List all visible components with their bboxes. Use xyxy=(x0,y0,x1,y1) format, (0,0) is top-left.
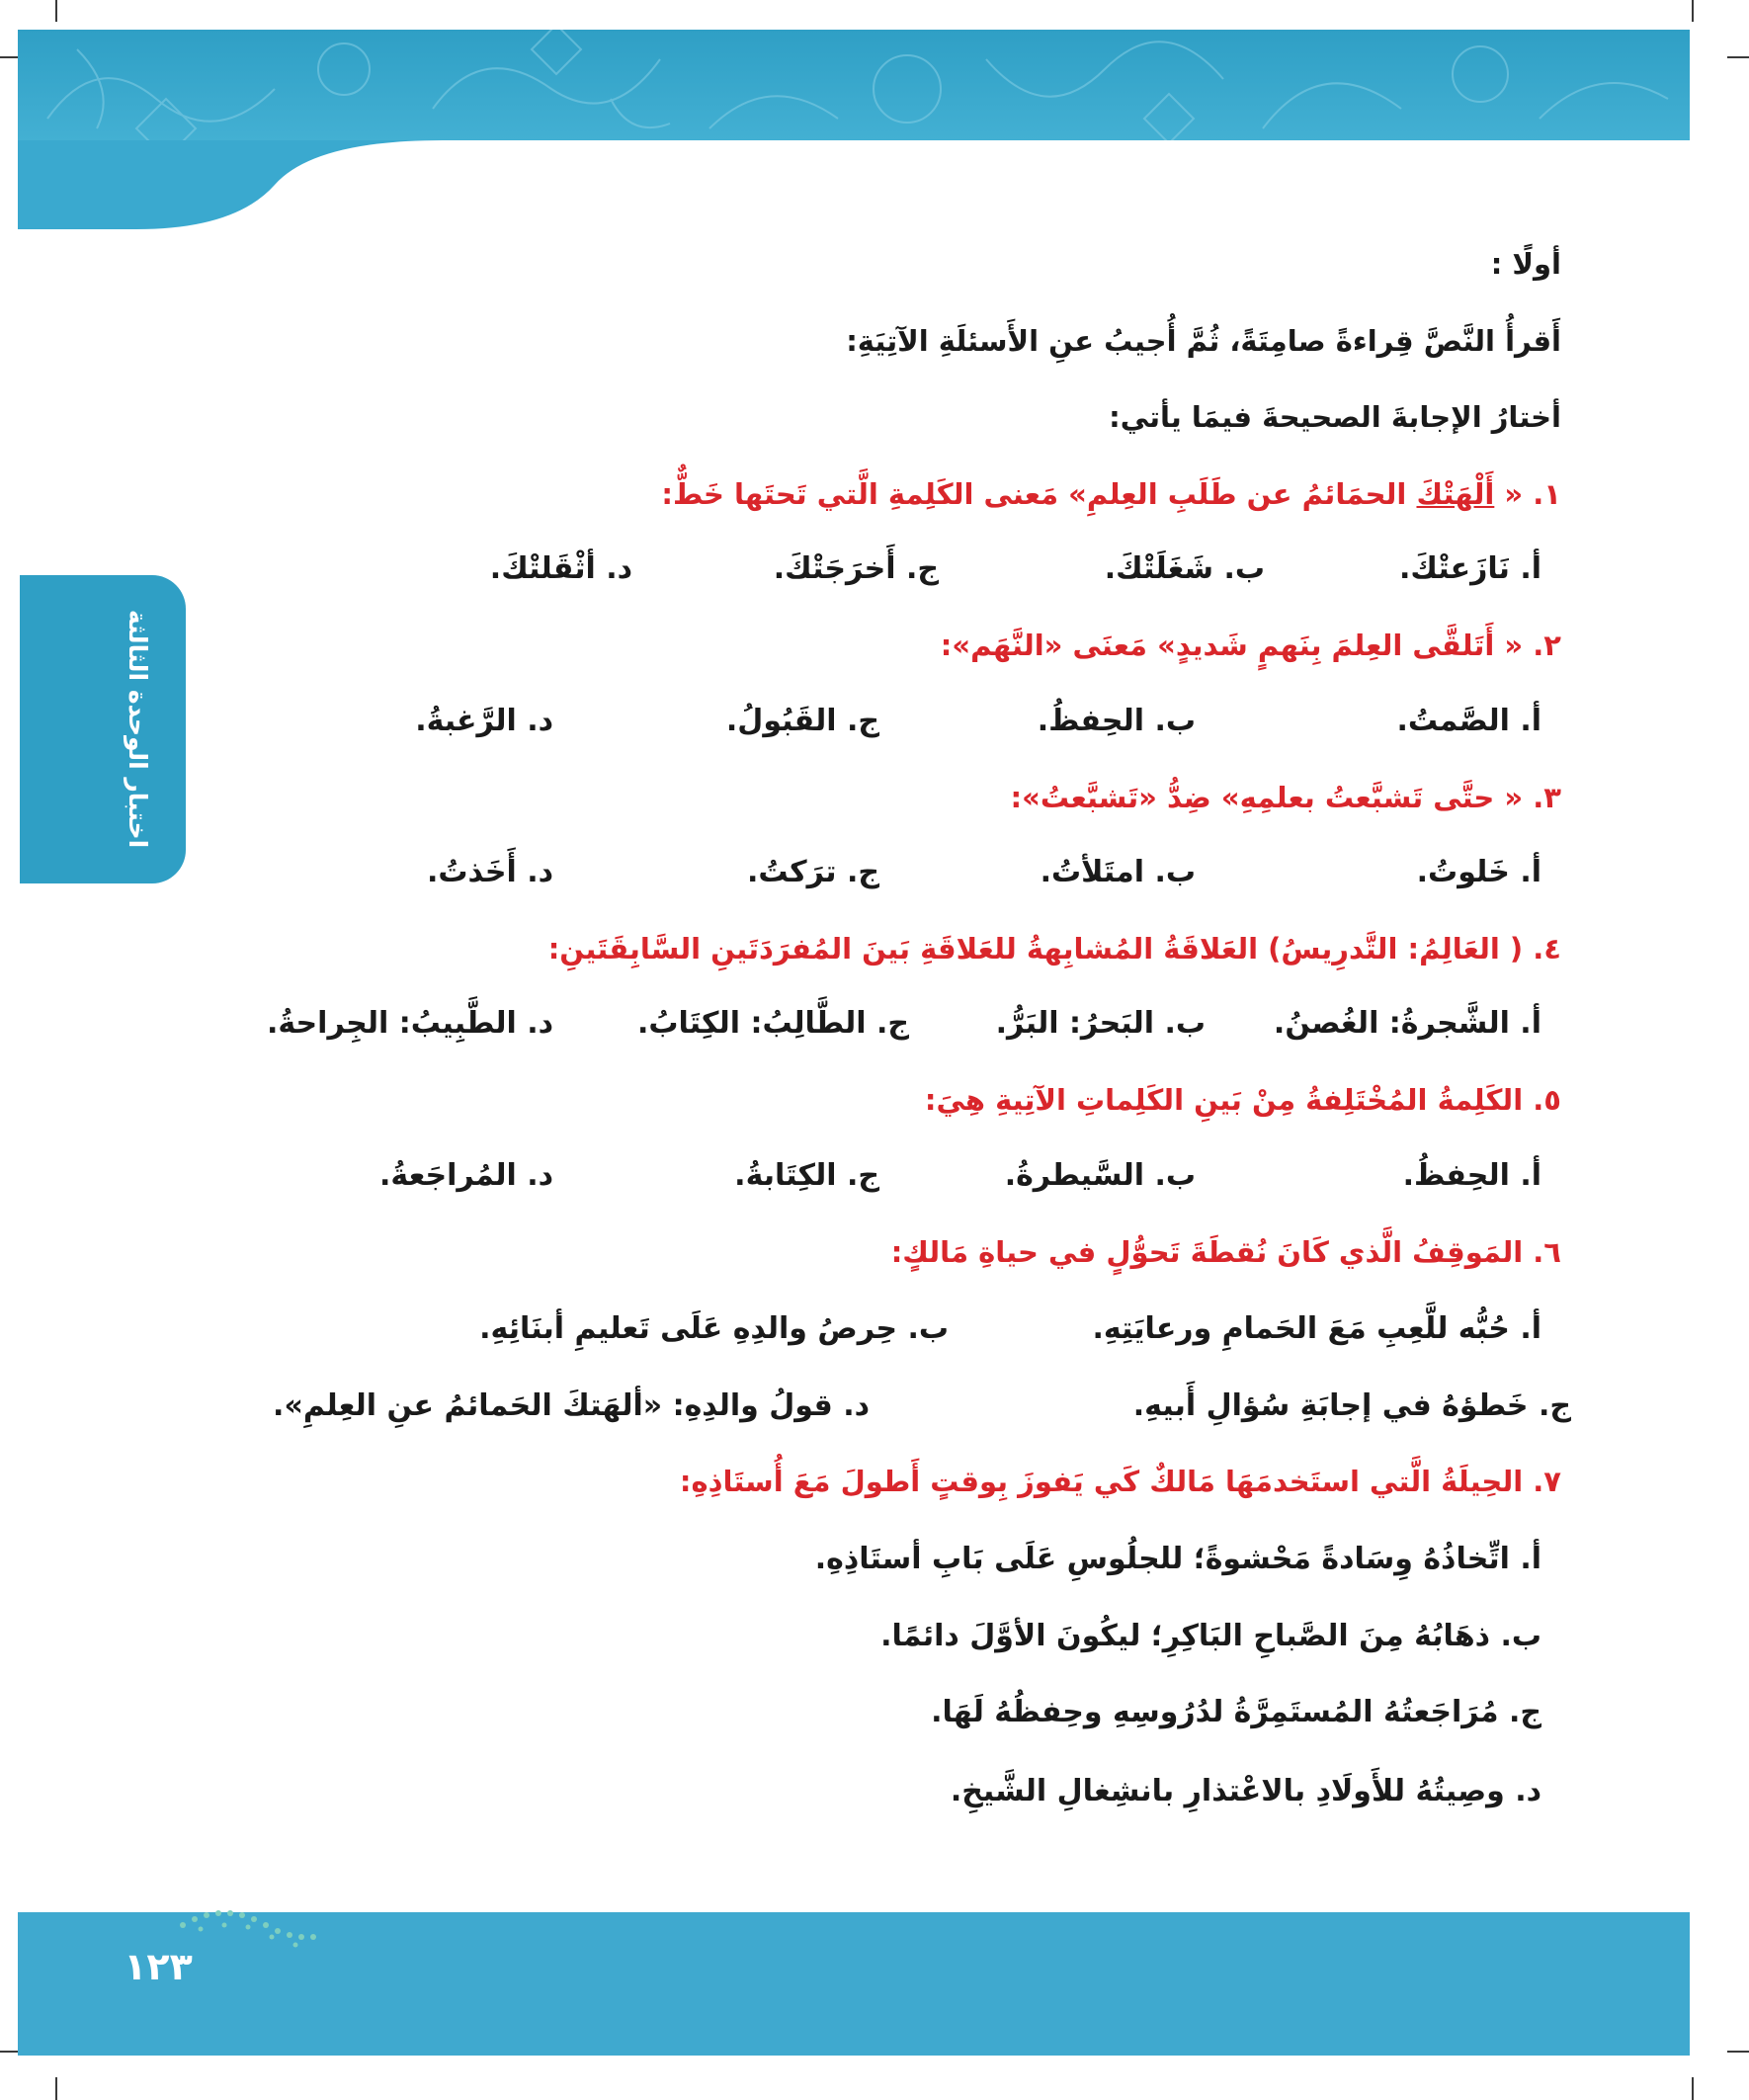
options-row-2 xyxy=(198,704,1541,745)
option-c[interactable]: ج. مُرَاجَعتُهُ المُستَمِرَّةُ لدُرُوسِهِ وحِفظُهُ لَهَا. xyxy=(931,1695,1541,1729)
header-banner xyxy=(18,30,1690,140)
side-tab-label: اختبار الوحدة الثالثة xyxy=(124,609,153,849)
option-a[interactable]: أ. الصَّمتُ. xyxy=(1396,704,1541,738)
option-d[interactable]: د. الطَّبِيبُ: الجِراحةُ. xyxy=(266,1006,553,1041)
crop-mark xyxy=(0,56,20,58)
option-b[interactable]: ب. الحِفظُ. xyxy=(1037,704,1196,738)
options-row-5 xyxy=(198,1158,1541,1200)
question-7 xyxy=(680,1465,1561,1498)
crop-mark xyxy=(55,2077,57,2100)
question-prompt: الحمَائمُ عن طَلَبِ العِلمِ» مَعنى الكَلِمةِ الَّتي تَحتَها خَطٌّ: xyxy=(661,477,1417,511)
option-c[interactable]: ج. ترَكتُ. xyxy=(747,855,879,889)
option-row-7a xyxy=(198,1542,1541,1583)
question-prompt-open: « xyxy=(1494,477,1524,511)
question-prompt: ( العَالِمُ: التَّدرِيسُ) العَلاقَةُ المُشابِهةُ للعَلاقَةِ بَينَ المُفرَدَتَينِ السَّابِقَتَينِ: xyxy=(547,932,1524,966)
option-d[interactable]: د. الرَّغبةُ. xyxy=(415,704,553,738)
crop-mark xyxy=(1727,2051,1749,2053)
option-a[interactable]: أ. نَازَعتْكَ. xyxy=(1399,551,1541,586)
question-5 xyxy=(925,1083,1561,1117)
option-b[interactable]: ب. ذهَابُهُ مِنَ الصَّباحِ البَاكِرِ؛ ليكُونَ الأوَّلَ دائمًا. xyxy=(880,1619,1541,1653)
question-number: ٥. xyxy=(1533,1083,1561,1117)
question-number: ١. xyxy=(1533,477,1561,511)
question-prompt: « أَتَلقَّى العِلمَ بِنَهمٍ شَديدٍ» مَعنَى «النَّهَم»: xyxy=(940,629,1524,662)
option-d[interactable]: د. أَخَذتُ. xyxy=(426,855,553,889)
option-b[interactable]: ب. البَحرُ: البَرُّ. xyxy=(995,1006,1206,1041)
option-row-7b xyxy=(198,1619,1541,1660)
question-number: ٤. xyxy=(1533,932,1561,966)
option-d[interactable]: د. أثْقَلتْكَ. xyxy=(489,551,632,586)
options-row-6a xyxy=(198,1311,1541,1353)
option-d[interactable]: د. وصِيتُهُ للأَولَادِ بالاعْتذارِ بانشِغالِ الشَّيخِ. xyxy=(950,1774,1541,1808)
question-prompt: المَوقِفُ الَّذي كَانَ نُقطَةَ تَحوُّلٍ في حياةِ مَالكٍ: xyxy=(890,1235,1524,1269)
question-prompt: الكَلِمةُ المُخْتَلِفةُ مِنْ بَينِ الكَلِماتِ الآتِيةِ هِيَ: xyxy=(924,1083,1524,1117)
question-number: ٢. xyxy=(1533,629,1561,662)
option-d[interactable]: د. قولُ والدِهِ: «ألهَتكَ الحَمائمُ عنِ العِلمِ». xyxy=(273,1388,870,1423)
option-c[interactable]: ج. أَخرَجَتْكَ. xyxy=(773,551,939,586)
crop-mark xyxy=(1692,2077,1694,2100)
crop-mark xyxy=(0,2051,20,2053)
crop-mark xyxy=(55,0,57,22)
options-row-1 xyxy=(198,551,1541,593)
option-a[interactable]: أ. الحِفظُ. xyxy=(1402,1158,1541,1193)
question-2 xyxy=(941,629,1561,662)
question-prompt: الحِيلَةُ الَّتي استَخدمَهَا مَالكٌ كَي يَفوزَ بِوقتٍ أَطولَ مَعَ أُستَاذِهِ: xyxy=(679,1465,1524,1498)
question-4 xyxy=(548,932,1561,966)
underlined-word: أَلْهَتْكَ xyxy=(1416,477,1495,511)
option-c[interactable]: ج. خَطؤهُ في إجابَةِ سُؤالِ أَبيهِ. xyxy=(1132,1388,1571,1423)
crop-mark xyxy=(1727,56,1749,58)
option-c[interactable]: ج. الطَّالِبُ: الكِتَابُ. xyxy=(636,1006,909,1041)
question-1 xyxy=(661,477,1561,511)
option-a[interactable]: أ. حُبُّه للَّعِبِ مَعَ الحَمامِ ورعايَتِهِ. xyxy=(1092,1311,1541,1346)
option-c[interactable]: ج. الكِتَابةُ. xyxy=(734,1158,879,1193)
option-b[interactable]: ب. شَغَلَتْكَ. xyxy=(1104,551,1265,586)
option-b[interactable]: ب. حِرصُ والدِهِ عَلَى تَعليمِ أبنَائِهِ. xyxy=(479,1311,949,1346)
question-prompt: « حتَّى تَشبَّعتُ بعلمِهِ» ضِدُّ «تَشبَّعتُ»: xyxy=(1010,781,1524,814)
task-text: أختارُ الإجابةَ الصحيحةَ فيمَا يأتي: xyxy=(1109,400,1561,434)
options-row-4 xyxy=(198,1006,1541,1048)
option-a[interactable]: أ. الشَّجرةُ: الغُصنُ. xyxy=(1273,1006,1541,1041)
question-6 xyxy=(891,1235,1561,1269)
crop-mark xyxy=(1692,0,1694,22)
option-c[interactable]: ج. القَبُولُ. xyxy=(725,704,879,738)
header-curve xyxy=(18,140,443,229)
page-number: ١٢٣ xyxy=(124,1945,193,1988)
question-number: ٣. xyxy=(1533,781,1561,814)
option-row-7c xyxy=(198,1695,1541,1736)
question-number: ٦. xyxy=(1533,1235,1561,1269)
option-b[interactable]: ب. السَّيطرةُ. xyxy=(1004,1158,1196,1193)
calligraphy-pattern xyxy=(18,30,1690,140)
question-3 xyxy=(1011,781,1561,814)
question-number: ٧. xyxy=(1533,1465,1561,1498)
options-row-6b xyxy=(198,1388,1571,1430)
side-tab-label-wrap xyxy=(109,593,168,865)
option-a[interactable]: أ. خَلوتُ. xyxy=(1416,855,1541,889)
section-heading: أولًا : xyxy=(1490,247,1561,281)
option-b[interactable]: ب. امتَلأتُ. xyxy=(1040,855,1196,889)
options-row-3 xyxy=(198,855,1541,896)
instruction-text: أَقرأُ النَّصَّ قِراءةً صامِتَةً، ثُمَّ أُجيبُ عنِ الأَسئلَةِ الآتِيَةِ: xyxy=(846,324,1561,358)
option-row-7d xyxy=(198,1774,1541,1815)
option-a[interactable]: أ. اتِّخاذُهُ وِسَادةً مَحْشوةً؛ للجلُوسِ عَلَى بَابِ أستَاذِهِ. xyxy=(814,1542,1541,1576)
option-d[interactable]: د. المُراجَعةُ. xyxy=(379,1158,553,1193)
